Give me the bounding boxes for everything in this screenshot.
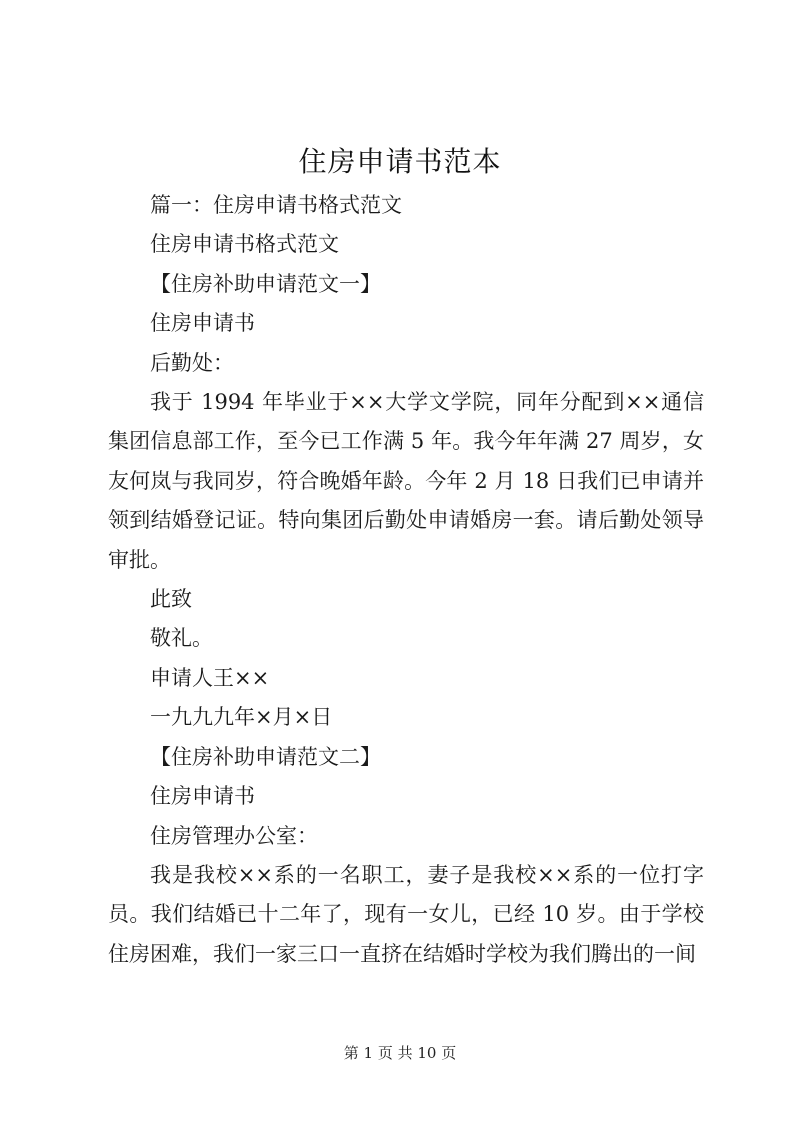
paragraph-body-text: 我于 1994 年毕业于××大学文学院，同年分配到××通信集团信息部工作，至今已工作满 5 年。我今年年满 27 周岁，女友何岚与我同岁，符合晚婚年龄。今年 2 月 18 日我们已申请并领到结婚登记证。特向集团后勤处申请婚房一套。请后勤处领导审批。: [108, 390, 704, 572]
paragraph-applicant: 申请人王××: [150, 665, 270, 690]
document-body: [108, 186, 704, 974]
paragraph-body-text: 我是我校××系的一名职工，妻子是我校××系的一位打字员。我们结婚已十二年了，现有一女儿，已经 10 岁。由于学校住房困难，我们一家三口一直挤在结婚时学校为我们腾出的一间: [108, 862, 704, 966]
paragraph-closing: 此致: [150, 587, 192, 612]
paragraph-subtitle: 住房申请书格式范文: [150, 232, 339, 257]
paragraph-letter-title: 住房申请书: [150, 311, 255, 336]
paragraph-recipient: 住房管理办公室：: [150, 823, 318, 848]
paragraph-salutation: 敬礼。: [150, 626, 213, 651]
paragraph-date: 一九九九年×月×日: [150, 705, 333, 730]
paragraph-letter-title: 住房申请书: [150, 784, 255, 809]
paragraph-sample-one-heading: 【住房补助申请范文一】: [150, 271, 381, 296]
page-title: 住房申请书范本: [298, 145, 502, 178]
page-number: 第 1 页 共 10 页: [343, 1044, 457, 1062]
paragraph-recipient: 后勤处：: [150, 350, 234, 375]
paragraph-section-heading: 篇一：住房申请书格式范文: [150, 193, 402, 217]
paragraph-sample-two-heading: 【住房补助申请范文二】: [150, 744, 381, 769]
